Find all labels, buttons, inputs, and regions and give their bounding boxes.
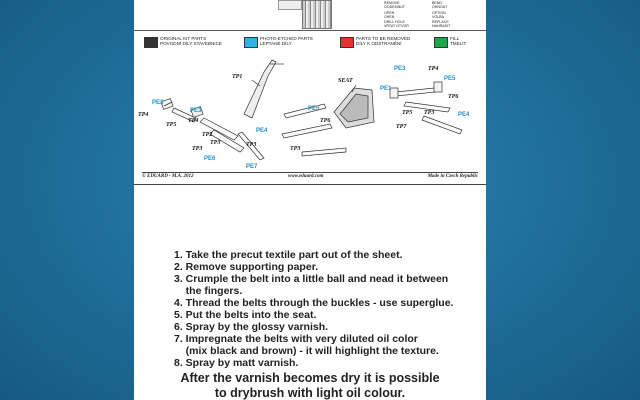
card-footer xyxy=(142,172,478,183)
fret-preview xyxy=(302,0,332,29)
label-tp3: TP3 xyxy=(210,140,221,146)
label-tp6: TP6 xyxy=(320,118,331,124)
symbol-text: OHEN xyxy=(384,15,395,19)
label-pe6: PE6 xyxy=(204,156,216,162)
copyright-text: © EDUARD - M.A. 2012 xyxy=(142,174,194,179)
symbol-text: VOLBA xyxy=(432,15,444,19)
symbol-text: OPTION xyxy=(432,11,446,15)
label-pe4: PE4 xyxy=(458,112,470,118)
step-item: (mix black and brown) - it will highlight the texture. xyxy=(174,345,439,357)
note-line: to drybrush with light oil colour. xyxy=(214,385,406,400)
label-tp3: TP3 xyxy=(192,146,203,152)
label-tp1: TP1 xyxy=(232,74,243,80)
label-tp4: TP4 xyxy=(428,66,439,72)
label-pe4: PE4 xyxy=(256,128,268,134)
legend-text: ORIGINAL KIT PARTS POVODNÍ DÍLY STAVEBNICE xyxy=(160,36,222,47)
top-strip xyxy=(134,0,486,31)
step-item: the fingers. xyxy=(174,285,243,297)
symbol-text: OHNOUT xyxy=(432,5,448,9)
symbol-key xyxy=(384,1,484,29)
instruction-card xyxy=(134,0,486,185)
label-tp5: TP5 xyxy=(402,110,413,116)
website-text: www.eduard.com xyxy=(288,174,324,179)
step-item: 3. Crumple the belt into a little ball and nead it between xyxy=(174,273,449,285)
step-item: 5. Put the belts into the seat. xyxy=(174,309,317,321)
legend-swatch xyxy=(340,37,354,48)
legend-swatch xyxy=(244,37,258,48)
fret-preview-small xyxy=(278,0,302,10)
belt-tp1-shape xyxy=(244,60,276,118)
step-item: 8. Spray by matt varnish. xyxy=(174,357,299,369)
label-tp6: TP6 xyxy=(448,94,459,100)
label-pe3: PE3 xyxy=(152,100,164,106)
symbol-text: DRILL HOLE xyxy=(384,20,405,24)
symbol-text: NAHRADIT xyxy=(432,24,451,28)
step-item: 4. Thread the belts through the buckles - use superglue. xyxy=(174,297,454,309)
label-tp3: TP3 xyxy=(290,146,301,152)
step-item: 7. Impregnate the belts with very diluted oil color xyxy=(174,333,418,345)
legend-swatch xyxy=(144,37,158,48)
label-tp7: TP7 xyxy=(396,124,407,130)
symbol-text: BEND xyxy=(432,1,442,5)
legend-text: PHOTO-ETCHED PARTS LEPTANÉ DÍLY xyxy=(260,36,313,47)
legend-swatch xyxy=(434,37,448,48)
symbol-text: REPLACE xyxy=(432,20,449,24)
symbol-text: OPEN xyxy=(384,11,395,15)
legend-text: FILL TMELIT xyxy=(450,36,467,47)
symbol-text: VRTAT OTVOR xyxy=(384,24,409,28)
assembly-diagram xyxy=(134,52,486,170)
instruction-sheet xyxy=(134,0,486,400)
label-pe3: PE3 xyxy=(190,108,202,114)
label-pe5: PE5 xyxy=(308,106,320,112)
label-tp4: TP4 xyxy=(138,112,149,118)
drybrush-note xyxy=(134,371,486,400)
label-tp3: TP3 xyxy=(246,142,257,148)
label-tp2: TP2 xyxy=(202,132,213,138)
step-item: 6. Spray by the glossy varnish. xyxy=(174,321,329,333)
legend-text: PARTS TO BE REMOVED DÍLY K ODSTRANĚNÍ xyxy=(356,36,411,47)
label-pe1: PE1 xyxy=(380,86,392,92)
step-item: 1. Take the precut textile part out of the sheet. xyxy=(174,249,403,261)
label-tp3: TP3 xyxy=(424,110,435,116)
origin-text: Made in Czech Republic xyxy=(427,174,478,179)
step-item: 2. Remove supporting paper. xyxy=(174,261,319,273)
label-tp5: TP5 xyxy=(166,122,177,128)
label-pe5: PE5 xyxy=(444,76,456,82)
note-line: After the varnish becomes dry it is possible xyxy=(180,371,440,385)
color-legend xyxy=(144,36,480,50)
label-pe3: PE3 xyxy=(394,66,406,72)
label-tp4: TP4 xyxy=(188,118,199,124)
symbol-text: OODEMNUT xyxy=(384,5,405,9)
label-seat: SEAT xyxy=(338,78,353,84)
symbol-text: REMOVE xyxy=(384,1,400,5)
label-pe7: PE7 xyxy=(246,164,258,170)
instruction-steps xyxy=(174,249,474,369)
